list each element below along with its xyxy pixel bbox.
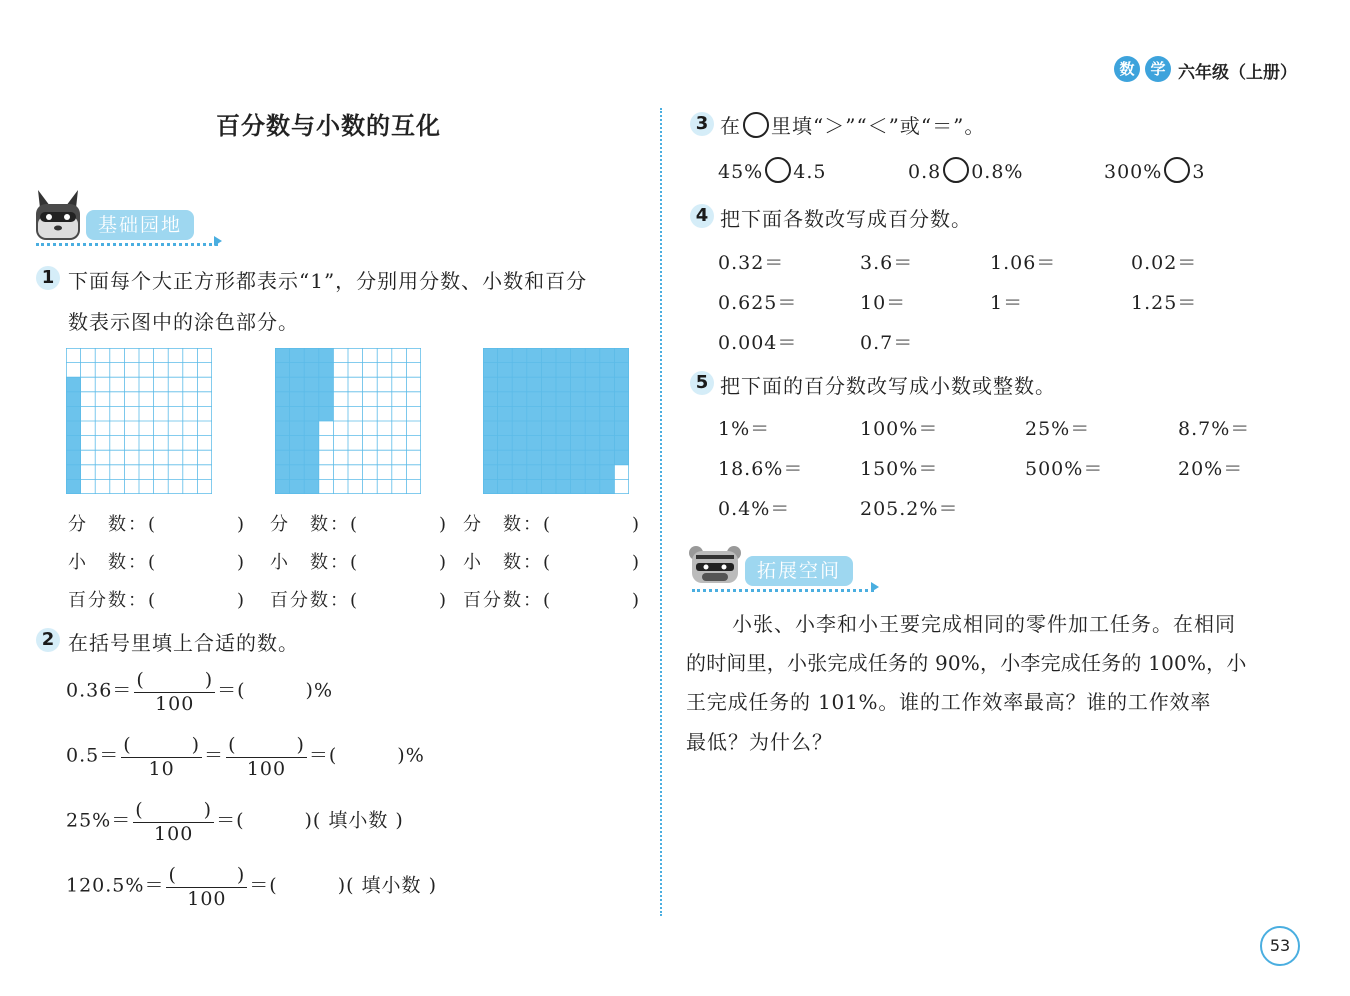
section-basic-underline — [36, 243, 218, 246]
q5-item: 100%＝ — [860, 418, 939, 440]
page-divider — [660, 108, 662, 916]
q3-item1-right: 4.5 — [793, 161, 827, 183]
grid2-decimal-answer: 小 数：( ) — [270, 552, 449, 573]
q2-row1-lead: 0.36＝ — [66, 679, 133, 702]
extension-line-3: 王完成任务的 101%。谁的工作效率最高？谁的工作效率 — [686, 690, 1212, 714]
q2-row4-lead: 120.5%＝ — [66, 874, 165, 897]
q5-item: 1%＝ — [718, 418, 771, 440]
denominator: 100 — [154, 823, 194, 845]
fraction — [133, 798, 214, 845]
arrow-right-icon — [871, 582, 879, 592]
q5-item: 0.4%＝ — [718, 498, 791, 520]
grid1-decimal-answer: 小 数：( ) — [68, 552, 247, 573]
section-extension-underline — [692, 589, 874, 592]
question-2-text: 在括号里填上合适的数。 — [68, 631, 299, 655]
denominator: 100 — [155, 693, 195, 715]
q5-item: 500%＝ — [1025, 458, 1104, 480]
fraction — [166, 863, 247, 910]
fraction — [226, 733, 307, 780]
denominator: 100 — [246, 758, 287, 780]
q2-row4-tail: ＝( )( 填小数 ) — [249, 874, 438, 897]
circle-blank-icon — [765, 157, 791, 183]
numerator-blank: ( ) — [135, 799, 213, 821]
q3-text-post: 里填“＞”“＜”或“＝”。 — [771, 114, 986, 138]
q5-item: 20%＝ — [1178, 458, 1244, 480]
question-5-text: 把下面的百分数改写成小数或整数。 — [720, 374, 1056, 398]
arrow-right-icon — [214, 236, 222, 246]
q4-item: 0.625＝ — [718, 292, 798, 314]
q2-row-1 — [66, 668, 333, 715]
q2-row-2 — [66, 733, 425, 780]
q4-item: 1.25＝ — [1131, 292, 1198, 314]
q2-row-4 — [66, 863, 437, 910]
extension-line-4: 最低？为什么？ — [686, 730, 833, 754]
q3-item-1 — [718, 157, 826, 183]
q4-item: 1＝ — [990, 292, 1024, 314]
q3-item-3 — [1104, 157, 1205, 183]
equals-sign: ＝ — [204, 744, 225, 767]
question-3-number: 3 — [690, 112, 714, 136]
numerator-blank: ( ) — [136, 669, 214, 691]
grid3-fraction-answer: 分 数：( ) — [463, 514, 642, 535]
q3-item3-left: 300% — [1104, 161, 1163, 183]
grid2-fraction-answer: 分 数：( ) — [270, 514, 449, 535]
q2-row1-tail: ＝( )% — [217, 679, 334, 702]
question-1-text-line1: 下面每个大正方形都表示“1”，分别用分数、小数和百分 — [68, 269, 588, 293]
q2-row2-lead: 0.5＝ — [66, 744, 120, 767]
grid1-fraction-answer: 分 数：( ) — [68, 514, 247, 535]
q4-item: 3.6＝ — [860, 252, 914, 274]
denominator: 100 — [187, 888, 227, 910]
q4-item: 0.02＝ — [1131, 252, 1198, 274]
q3-item2-left: 0.8 — [908, 161, 942, 183]
q3-text-pre: 在 — [720, 114, 741, 138]
q3-item3-right: 3 — [1192, 161, 1206, 183]
circle-blank-icon — [1164, 157, 1190, 183]
q3-item2-right: 0.8% — [971, 161, 1024, 183]
q3-item-2 — [908, 157, 1024, 183]
question-2-number: 2 — [36, 628, 60, 652]
question-1-text-line2: 数表示图中的涂色部分。 — [68, 310, 299, 334]
q2-row3-lead: 25%＝ — [66, 809, 132, 832]
q5-item: 205.2%＝ — [860, 498, 959, 520]
q4-item: 0.32＝ — [718, 252, 785, 274]
hundred-grid-2 — [275, 348, 421, 494]
section-basic-label: 基础园地 — [86, 210, 194, 240]
q2-row-3 — [66, 798, 404, 845]
circle-blank-icon — [943, 157, 969, 183]
q4-item: 1.06＝ — [990, 252, 1057, 274]
q5-item: 150%＝ — [860, 458, 939, 480]
q5-item: 25%＝ — [1025, 418, 1091, 440]
question-3-text — [720, 110, 985, 139]
page-title: 百分数与小数的互化 — [216, 112, 441, 140]
page-number: 53 — [1260, 926, 1300, 966]
extension-line-2: 的时间里，小张完成任务的 90%，小李完成任务的 100%，小 — [686, 651, 1247, 675]
question-1-number: 1 — [36, 266, 60, 290]
q4-item: 0.7＝ — [860, 332, 914, 354]
raccoon-mascot-icon — [32, 190, 84, 244]
question-4-number: 4 — [690, 204, 714, 228]
circle-blank-icon — [743, 112, 769, 138]
grid2-percent-answer: 百分数：( ) — [270, 590, 449, 611]
grid3-decimal-answer: 小 数：( ) — [463, 552, 642, 573]
numerator-blank: ( ) — [228, 734, 305, 756]
q2-row2-tail: ＝( )% — [308, 744, 425, 767]
numerator-blank: ( ) — [123, 734, 201, 756]
hundred-grid-1 — [66, 348, 212, 494]
question-5-number: 5 — [690, 371, 714, 395]
grade-label: 六年级（上册） — [1178, 63, 1297, 83]
q5-item: 8.7%＝ — [1178, 418, 1251, 440]
denominator: 10 — [148, 758, 175, 780]
subject-badge-math-1: 数 — [1114, 56, 1140, 82]
q5-item: 18.6%＝ — [718, 458, 804, 480]
subject-badge-math-2: 学 — [1145, 56, 1171, 82]
grid1-percent-answer: 百分数：( ) — [68, 590, 247, 611]
section-extension-label: 拓展空间 — [745, 556, 853, 586]
shaded-cells — [319, 348, 334, 421]
fraction — [134, 668, 215, 715]
question-4-text: 把下面各数改写成百分数。 — [720, 207, 972, 231]
zebra-mascot-icon — [688, 545, 742, 587]
q4-item: 0.004＝ — [718, 332, 798, 354]
q2-row3-tail: ＝( )( 填小数 ) — [216, 809, 404, 832]
q3-item1-left: 45% — [718, 161, 764, 183]
fraction — [121, 733, 202, 780]
extension-line-1: 小张、小李和小王要完成相同的零件加工任务。在相同 — [732, 612, 1236, 636]
numerator-blank: ( ) — [168, 864, 246, 886]
q4-item: 10＝ — [860, 292, 907, 314]
grid3-percent-answer: 百分数：( ) — [463, 590, 642, 611]
hundred-grid-3 — [483, 348, 629, 494]
